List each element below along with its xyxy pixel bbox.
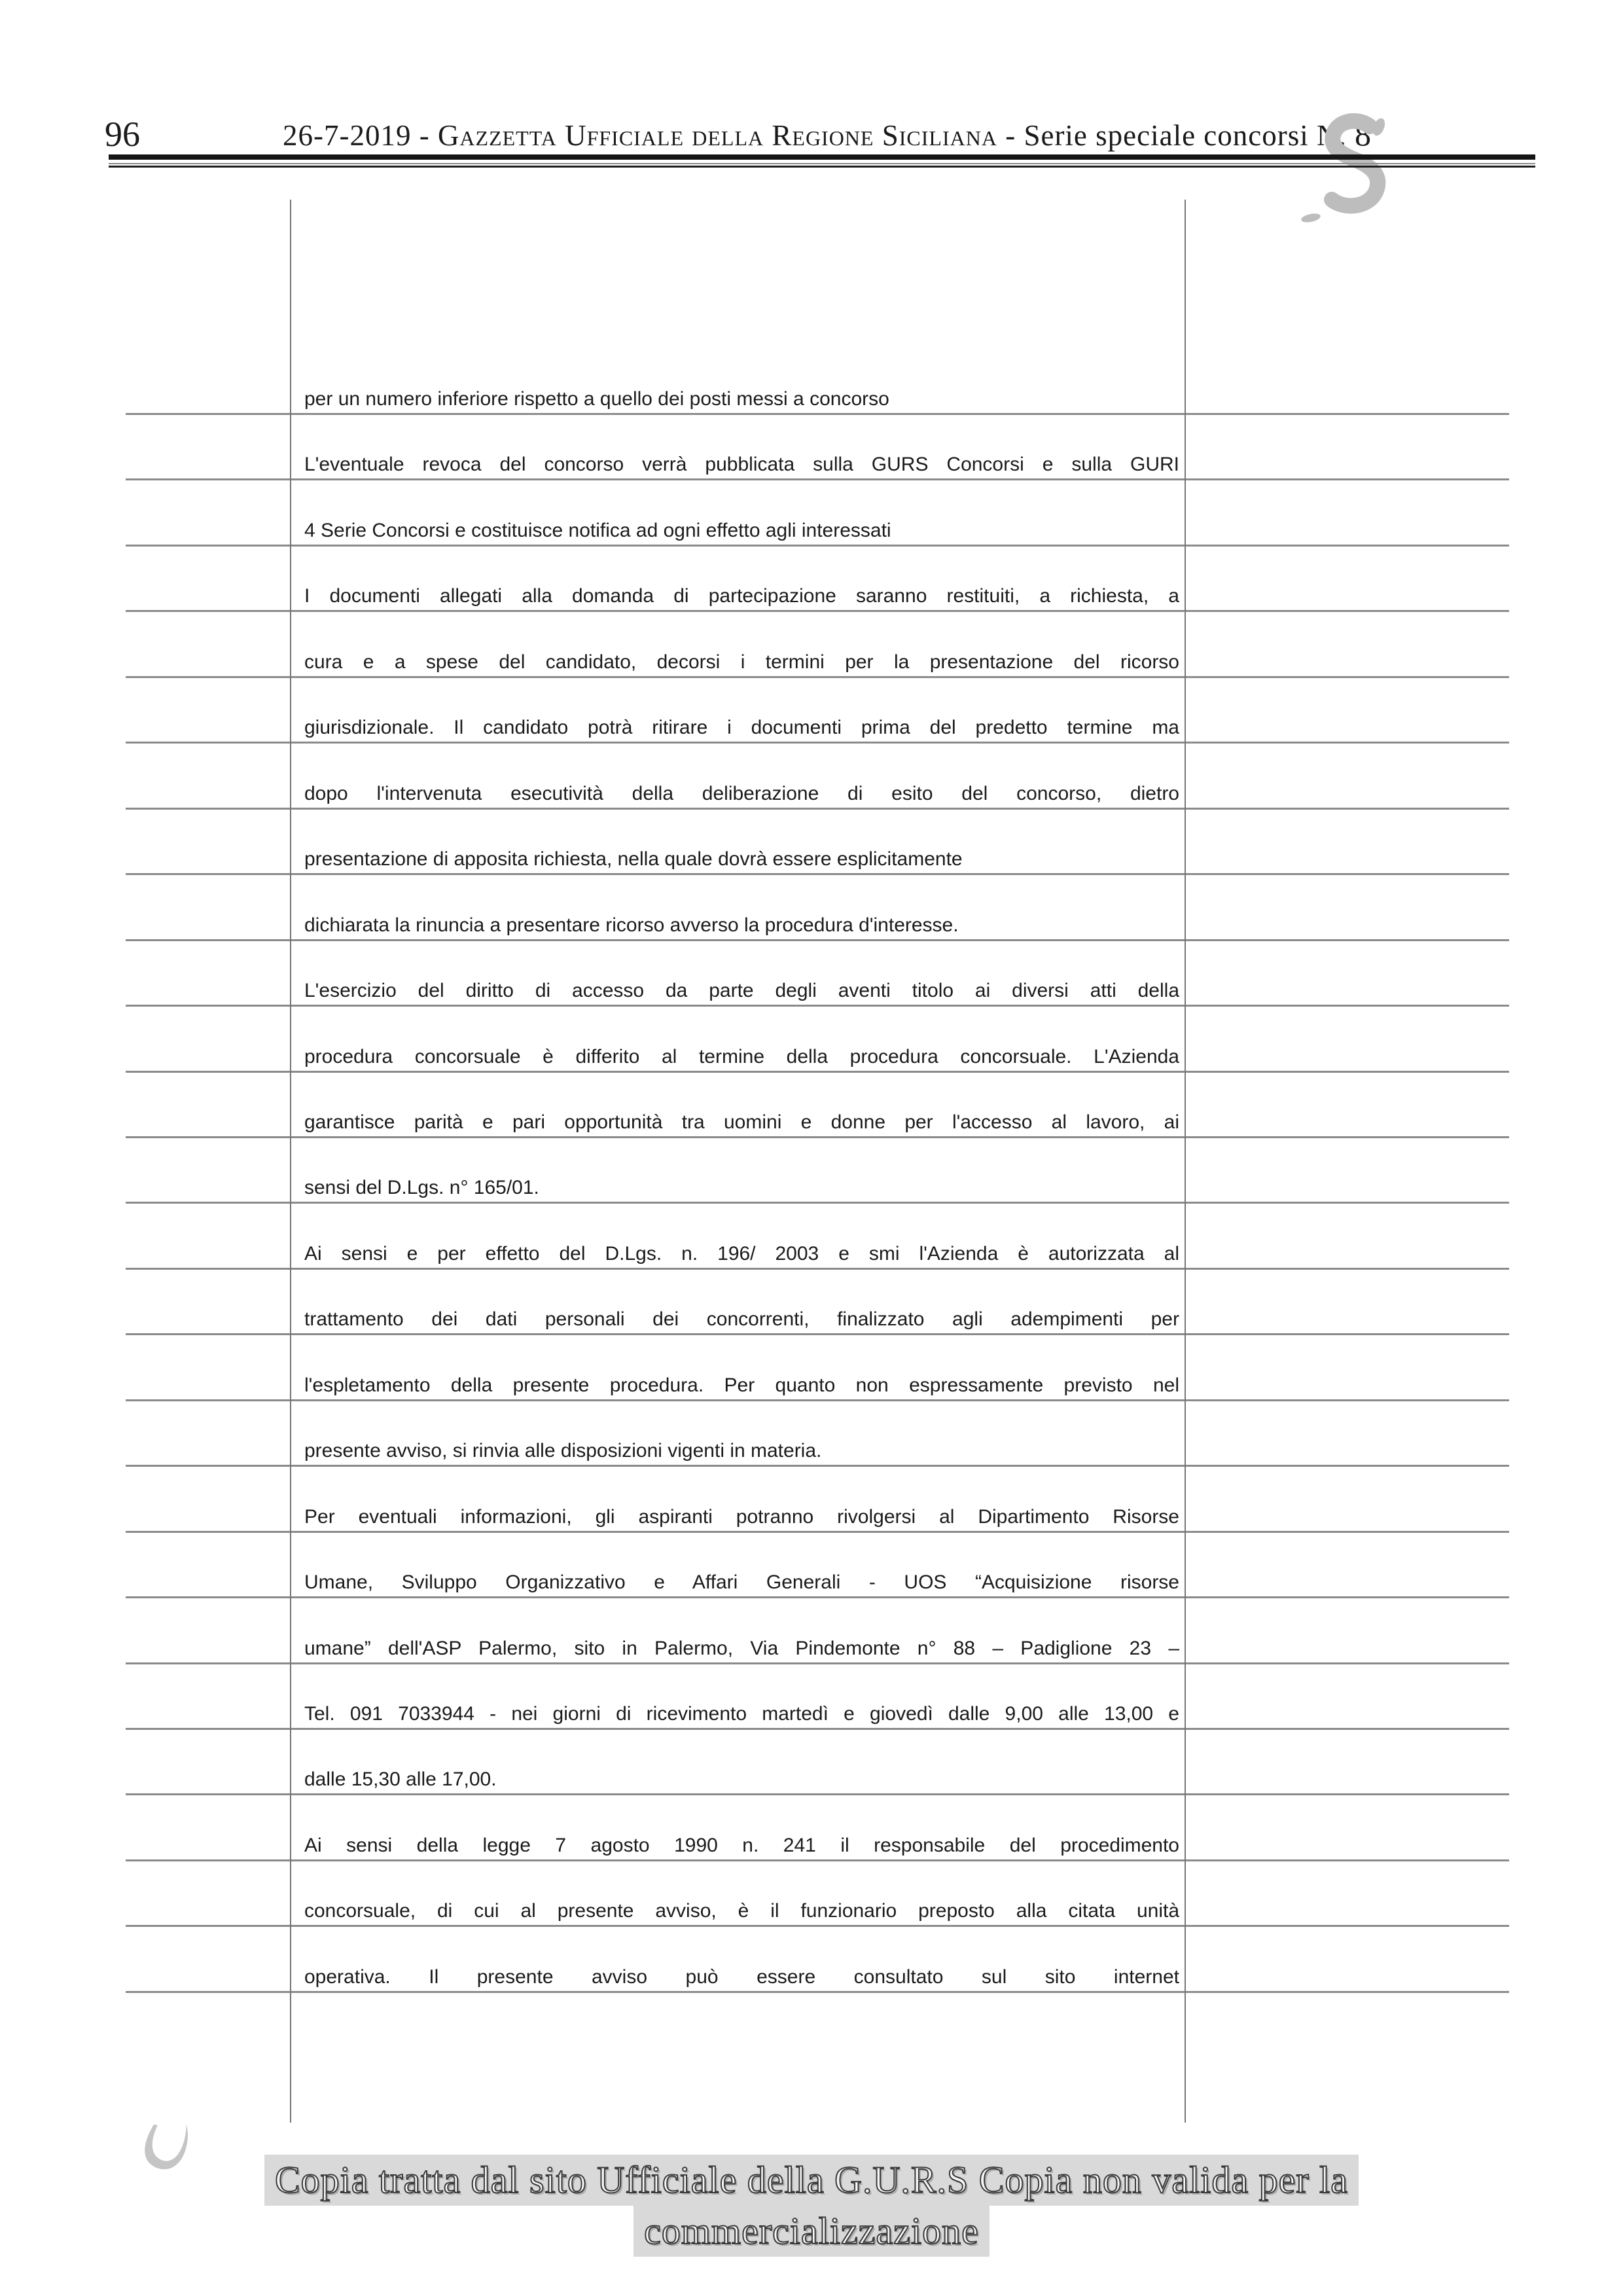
body-line-5: cura e a spese del candidato, decorsi i termini per la presentazione del ricorso	[304, 651, 1179, 673]
body-line-3: 4 Serie Concorsi e costituisce notifica ad ogni effetto agli interessati	[304, 519, 891, 541]
ruled-line	[126, 1991, 1509, 1993]
header-number-label: N.	[1317, 119, 1355, 152]
body-line-21: Tel. 091 7033944 - nei giorni di ricevimento martedì e giovedì dalle 9,00 alle 13,00 e	[304, 1703, 1179, 1725]
body-line-23: Ai sensi della legge 7 agosto 1990 n. 241 il responsabile del procedimento	[304, 1834, 1179, 1856]
ruled-line	[126, 808, 1509, 810]
ruled-line	[126, 1399, 1509, 1401]
body-line-7: dopo l'intervenuta esecutività della deliberazione di esito del concorso, dietro	[304, 782, 1179, 804]
ruled-line	[126, 1859, 1509, 1861]
body-line-17: presente avviso, si rinvia alle disposizioni vigenti in materia.	[304, 1440, 822, 1462]
ruled-line	[126, 545, 1509, 547]
header-rule-thin-gray	[109, 163, 1535, 164]
body-line-20: umane” dell'ASP Palermo, sito in Palermo, Via Pindemonte n° 88 – Padiglione 23 –	[304, 1637, 1179, 1659]
body-line-9: dichiarata la rinuncia a presentare ricorso avverso la procedura d'interesse.	[304, 914, 959, 936]
text-block-right-border	[1185, 200, 1186, 2123]
body-line-15: trattamento dei dati personali dei concorrenti, finalizzato agli adempimenti per	[304, 1308, 1179, 1331]
body-line-14: Ai sensi e per effetto del D.Lgs. n. 196/ 2003 e smi l'Azienda è autorizzata al	[304, 1242, 1179, 1265]
ruled-line	[126, 1596, 1509, 1598]
ruled-line	[126, 1136, 1509, 1138]
ruled-line	[126, 676, 1509, 678]
ruled-line	[126, 1531, 1509, 1533]
ruled-line	[126, 742, 1509, 744]
header-rule-thick	[109, 154, 1535, 160]
ruled-line	[126, 413, 1509, 415]
copy-watermark-text-1: Copia tratta dal sito Ufficiale della G.U.R.S Copia non valida per la	[264, 2155, 1359, 2206]
body-line-24: concorsuale, di cui al presente avviso, è il funzionario preposto alla citata unità	[304, 1900, 1179, 1922]
copy-watermark-line-1	[0, 2155, 1623, 2206]
copy-watermark-line-2	[0, 2206, 1623, 2257]
ruled-line	[126, 1005, 1509, 1007]
body-line-19: Umane, Sviluppo Organizzativo e Affari Generali - UOS “Acquisizione risorse	[304, 1571, 1179, 1594]
body-line-2: L'eventuale revoca del concorso verrà pubblicata sulla GURS Concorsi e sulla GURI	[304, 454, 1179, 476]
text-block-left-border	[290, 200, 291, 2123]
ruled-line	[126, 1793, 1509, 1795]
body-line-18: Per eventuali informazioni, gli aspiranti potranno rivolgersi al Dipartimento Risorse	[304, 1505, 1179, 1528]
copy-watermark-text-2: commercializzazione	[633, 2206, 990, 2257]
watermark-swirl-icon	[1279, 108, 1417, 232]
body-line-11: procedura concorsuale è differito al termine della procedura concorsuale. L'Azienda	[304, 1045, 1179, 1067]
body-line-10: L'esercizio del diritto di accesso da parte degli aventi titolo ai diversi atti della	[304, 980, 1179, 1002]
header-issue-number: 8	[1355, 116, 1372, 152]
ruled-line	[126, 1728, 1509, 1730]
copy-watermark	[0, 2155, 1623, 2257]
ruled-line	[126, 1465, 1509, 1467]
body-line-8: presentazione di apposita richiesta, nella quale dovrà essere esplicitamente	[304, 848, 963, 870]
body-line-6: giurisdizionale. Il candidato potrà ritirare i documenti prima del predetto termine ma	[304, 717, 1179, 739]
body-line-12: garantisce parità e pari opportunità tra uomini e donne per l'accesso al lavoro, ai	[304, 1111, 1179, 1133]
ruled-line	[126, 1268, 1509, 1270]
ruled-line	[126, 610, 1509, 612]
body-line-13: sensi del D.Lgs. n° 165/01.	[304, 1177, 539, 1199]
ruled-line	[126, 873, 1509, 875]
ruled-line	[126, 478, 1509, 480]
ruled-line	[126, 1071, 1509, 1073]
header-rule-thin-black	[109, 166, 1535, 168]
ruled-line	[126, 1202, 1509, 1204]
ruled-line	[126, 1925, 1509, 1927]
header-series: - Serie speciale concorsi	[997, 119, 1317, 152]
ruled-line	[126, 939, 1509, 941]
body-line-1: per un numero inferiore rispetto a quello dei posti messi a concorso	[304, 388, 889, 410]
header-gazette-name: Gazzetta Ufficiale della Regione Siciliana	[437, 119, 997, 152]
body-line-22: dalle 15,30 alle 17,00.	[304, 1768, 497, 1791]
body-line-25: operativa. Il presente avviso può essere consultato sul sito internet	[304, 1965, 1179, 1988]
body-line-16: l'espletamento della presente procedura. Per quanto non espressamente previsto nel	[304, 1374, 1179, 1396]
ruled-line	[126, 1333, 1509, 1335]
page-number: 96	[105, 115, 140, 154]
ruled-line	[126, 1662, 1509, 1664]
body-line-4: I documenti allegati alla domanda di partecipazione saranno restituiti, a richiesta, a	[304, 585, 1179, 607]
header-date: 26-7-2019 -	[282, 119, 438, 152]
